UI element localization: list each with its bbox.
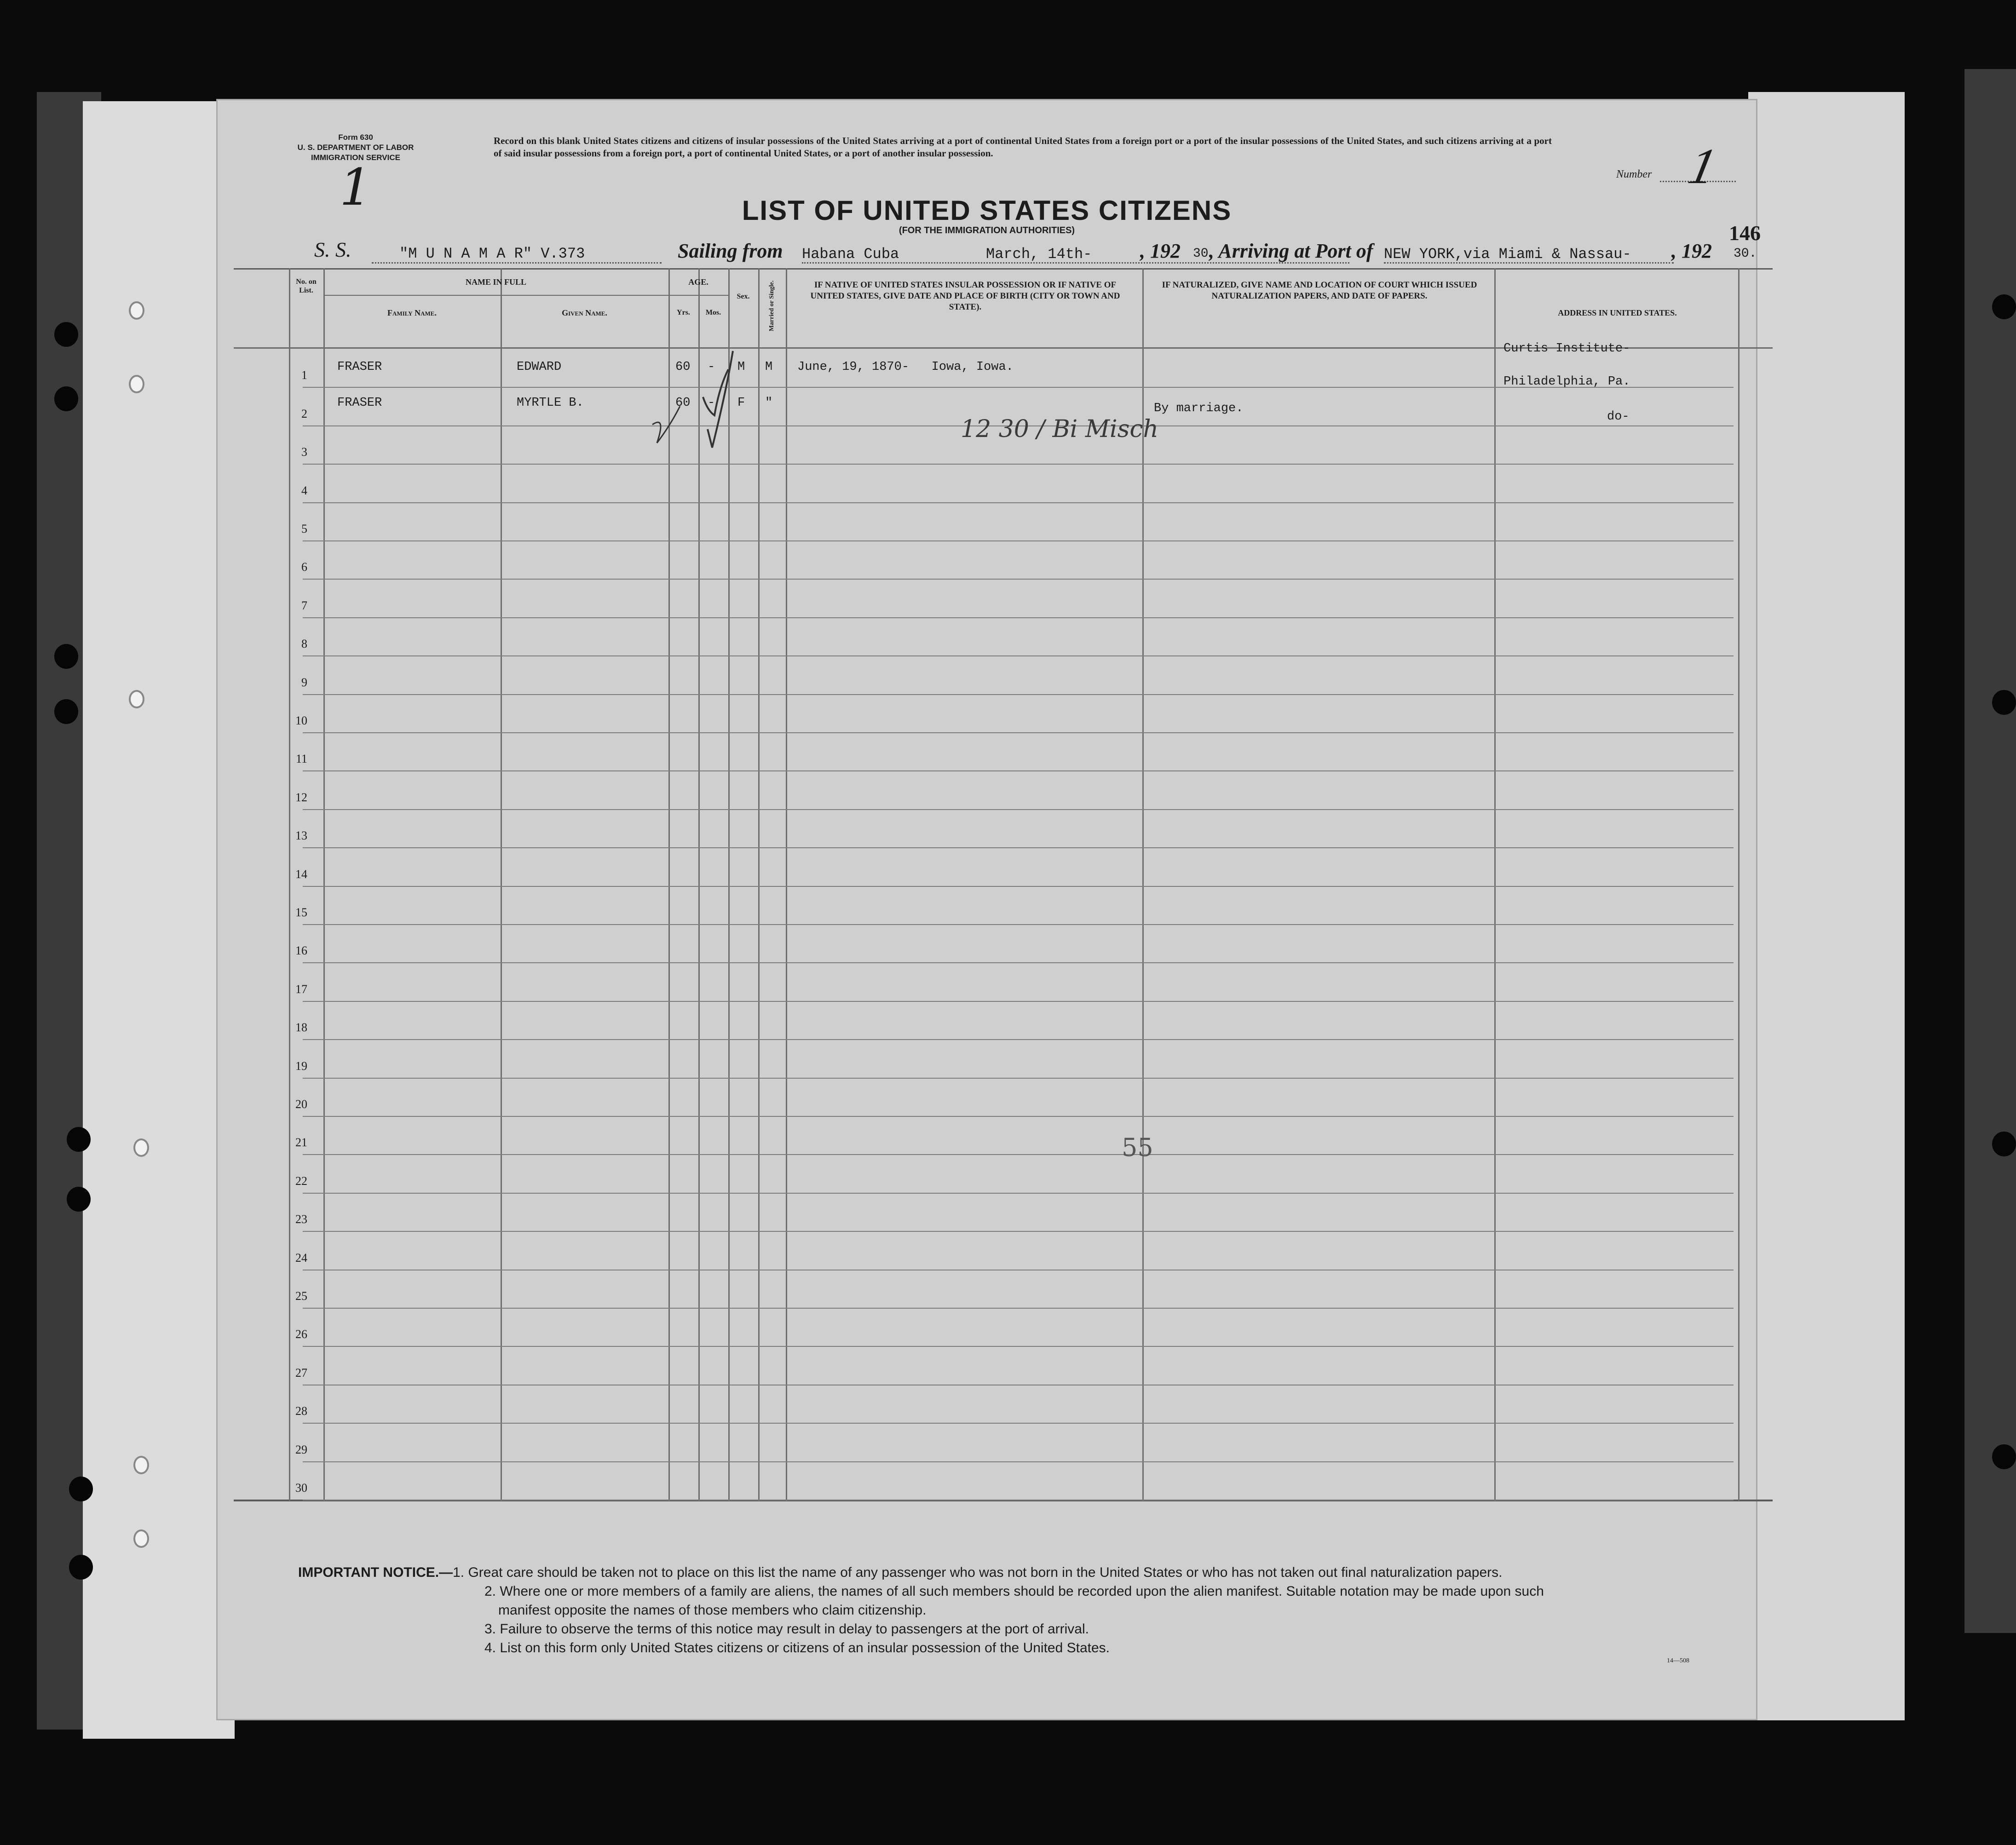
corner-mark: 1 — [340, 158, 372, 217]
punch-hole — [129, 690, 144, 708]
header-naturalized: IF NATURALIZED, GIVE NAME AND LOCATION OF COURT WHICH ISSUED NATURALIZATION PAPERS, AND DATE OF PAPERS. — [1162, 280, 1477, 301]
row-rule — [303, 502, 1734, 503]
row-number: 5 — [301, 522, 307, 535]
ship-dotted-line — [372, 262, 662, 264]
column-rule — [1738, 268, 1740, 1501]
row-number: 6 — [301, 560, 307, 574]
form-title: LIST OF UNITED STATES CITIZENS — [742, 195, 1232, 226]
department-name: U. S. DEPARTMENT OF LABOR — [297, 143, 414, 152]
row-rule — [303, 1001, 1734, 1002]
arrival-port: NEW YORK,via Miami & Nassau- — [1384, 246, 1631, 263]
row-rule — [303, 1308, 1734, 1309]
row-number: 25 — [295, 1289, 307, 1303]
row-number: 1 — [301, 368, 307, 382]
header-family-name: Family Name. — [387, 308, 437, 317]
notice-item-3: 3. Failure to observe the terms of this notice may result in delay to passengers at the port of arrival. — [484, 1621, 1089, 1637]
row-rule — [303, 1154, 1734, 1155]
row-number: 21 — [295, 1136, 307, 1150]
row2-sex: F — [737, 396, 745, 410]
row-rule — [303, 1078, 1734, 1079]
header-age: AGE. — [688, 277, 708, 287]
row-rule — [303, 924, 1734, 925]
header-address: ADDRESS IN UNITED STATES. — [1558, 308, 1677, 317]
arrival-year-prefix: , 192 — [1671, 240, 1712, 262]
important-notice — [298, 1563, 1544, 1657]
punch-hole — [67, 1127, 91, 1152]
row-rule — [303, 732, 1734, 733]
punch-hole — [129, 375, 144, 393]
row-rule — [303, 1039, 1734, 1040]
row-number: 22 — [295, 1174, 307, 1188]
row-number: 7 — [301, 598, 307, 612]
notice-item-2-cont: manifest opposite the names of those members who claim citizenship. — [498, 1603, 927, 1618]
row-number: 30 — [295, 1481, 307, 1494]
row-rule — [303, 847, 1734, 848]
name-header-rule — [323, 295, 668, 296]
row-rule — [303, 886, 1734, 887]
punch-hole — [129, 301, 144, 320]
row2-family: FRASER — [337, 396, 382, 410]
passenger-table — [234, 268, 1773, 1501]
row-rule — [303, 540, 1734, 541]
row-rule — [303, 694, 1734, 695]
row-number: 20 — [295, 1098, 307, 1111]
ss-label: S. S. — [314, 238, 351, 261]
row-number: 9 — [301, 675, 307, 689]
age-header-rule — [668, 295, 728, 296]
row-number: 3 — [301, 445, 307, 459]
row-number: 10 — [295, 714, 307, 727]
form-subtitle: (FOR THE IMMIGRATION AUTHORITIES) — [899, 225, 1075, 236]
punch-hole — [1992, 1132, 2016, 1156]
row1-sex: M — [737, 360, 745, 374]
row-number: 14 — [295, 867, 307, 881]
handwritten-annotation: 12 30 / Bi Misch — [961, 415, 1158, 443]
row-number: 18 — [295, 1021, 307, 1035]
row2-address: Philadelphia, Pa. — [1503, 375, 1630, 389]
header-given-name: Given Name. — [562, 308, 607, 317]
row-rule — [303, 962, 1734, 963]
row-number: 24 — [295, 1251, 307, 1264]
header-no: No. on List. — [296, 278, 317, 294]
header-sex: Sex. — [737, 293, 750, 300]
arriving-label: , Arriving at Port of — [1209, 240, 1373, 262]
row-number: 29 — [295, 1443, 307, 1456]
punch-hole — [54, 644, 78, 669]
row-number: 23 — [295, 1213, 307, 1226]
arrival-year: 30. — [1734, 247, 1757, 261]
sailing-port: Habana Cuba — [802, 246, 899, 263]
check-marks — [639, 337, 795, 457]
row-rule — [303, 1231, 1734, 1232]
row1-married: M — [765, 360, 773, 374]
row2-naturalized: By marriage. — [1154, 402, 1244, 415]
sailing-label: Sailing from — [678, 240, 783, 262]
punch-hole — [133, 1456, 149, 1474]
row-number: 28 — [295, 1404, 307, 1418]
row-rule — [303, 1461, 1734, 1462]
punch-hole — [69, 1477, 93, 1501]
punch-hole — [67, 1187, 91, 1212]
row2-married: " — [765, 396, 773, 410]
sailing-year-prefix: , 192 — [1140, 240, 1181, 262]
form-number: Form 630 — [338, 133, 373, 142]
row-number: 4 — [301, 483, 307, 497]
ship-name: "M U N A M A R" V.373 — [399, 245, 585, 262]
footer-code: 14—508 — [1667, 1657, 1689, 1664]
row-number: 13 — [295, 829, 307, 843]
row-number: 12 — [295, 790, 307, 804]
row1-family: FRASER — [337, 360, 382, 374]
row1-given: EDWARD — [517, 360, 562, 374]
row-number: 8 — [301, 637, 307, 651]
punch-hole — [54, 386, 78, 411]
punch-hole — [133, 1138, 149, 1157]
row2-given: MYRTLE B. — [517, 396, 584, 410]
row1-birth: June, 19, 1870- Iowa, Iowa. — [797, 360, 1014, 374]
row-number: 26 — [295, 1328, 307, 1341]
notice-label: IMPORTANT NOTICE.— — [298, 1565, 453, 1580]
service-name: IMMIGRATION SERVICE — [311, 153, 400, 162]
row-rule — [303, 809, 1734, 810]
notice-item-4: 4. List on this form only United States citizens or citizens of an insular possession of the United States. — [484, 1640, 1110, 1655]
page-number: 146 — [1729, 221, 1761, 245]
notice-item-2: 2. Where one or more members of a family are aliens, the names of all such members should be recorded upon the alien manifest. Suitable notation may be made upon such — [484, 1584, 1544, 1599]
row-rule — [303, 464, 1734, 465]
punch-hole — [133, 1529, 149, 1548]
record-instructions: Record on this blank United States citizens and citizens of insular possessions of the United States arriving at a port of continental United States from a foreign port or a port of the insular possessions of the United States, and such citizens arriving at a port of said insular possessions from a foreign port, a port of continental United States, or a port of another insular possession. — [494, 135, 1552, 159]
row-rule — [303, 770, 1734, 771]
row-number: 17 — [295, 982, 307, 996]
row2-mos: - — [708, 396, 715, 410]
column-rule — [323, 268, 325, 1501]
header-name-in-full: NAME IN FULL — [465, 277, 526, 287]
row-rule — [303, 655, 1734, 656]
row1-address: Curtis Institute- — [1503, 342, 1630, 356]
citizens-list-form — [216, 99, 1761, 1720]
row-number: 27 — [295, 1366, 307, 1379]
row1-yrs: 60 — [675, 360, 691, 374]
punch-hole — [1992, 1444, 2016, 1469]
row-rule — [303, 1423, 1734, 1424]
punch-hole — [69, 1555, 93, 1580]
punch-hole — [1992, 690, 2016, 715]
column-rule — [501, 268, 502, 1501]
stamp-number: 55 — [1122, 1133, 1153, 1162]
table-top-rule — [234, 268, 1773, 270]
punch-hole — [1992, 294, 2016, 319]
column-rule — [1494, 268, 1496, 1501]
left-underlying-page — [83, 101, 235, 1739]
row2-yrs: 60 — [675, 396, 691, 410]
notice-item-1: 1. Great care should be taken not to place on this list the name of any passenger who was not born in the United States or who has not taken out final naturalization papers. — [453, 1565, 1503, 1580]
column-rule — [1142, 268, 1144, 1501]
punch-hole — [54, 322, 78, 347]
row-rule — [303, 1346, 1734, 1347]
header-married: Married or Single. — [768, 280, 775, 332]
header-birth: IF NATIVE OF UNITED STATES INSULAR POSSESSION OR IF NATIVE OF UNITED STATES, GIVE DATE AND PLACE OF BIRTH (CITY OR TOWN AND STATE). — [810, 280, 1120, 312]
punch-hole — [54, 699, 78, 724]
row-rule — [303, 1193, 1734, 1194]
row3-address-ditto: do- — [1607, 410, 1630, 424]
row-number: 19 — [295, 1059, 307, 1073]
row-number: 15 — [295, 906, 307, 919]
row-rule — [303, 1116, 1734, 1117]
number-label: Number — [1616, 168, 1652, 180]
sailing-year: 30 — [1193, 247, 1209, 261]
header-mos: Mos. — [705, 309, 721, 316]
header-yrs: Yrs. — [677, 309, 690, 316]
row-rule — [303, 579, 1734, 580]
sailing-date: March, 14th- — [986, 246, 1092, 263]
number-value: 1 — [1684, 138, 1722, 194]
row-number: 16 — [295, 944, 307, 958]
row-number: 11 — [295, 752, 307, 766]
row-number: 2 — [301, 407, 307, 420]
row-rule — [303, 617, 1734, 618]
row1-mos: - — [708, 360, 715, 374]
